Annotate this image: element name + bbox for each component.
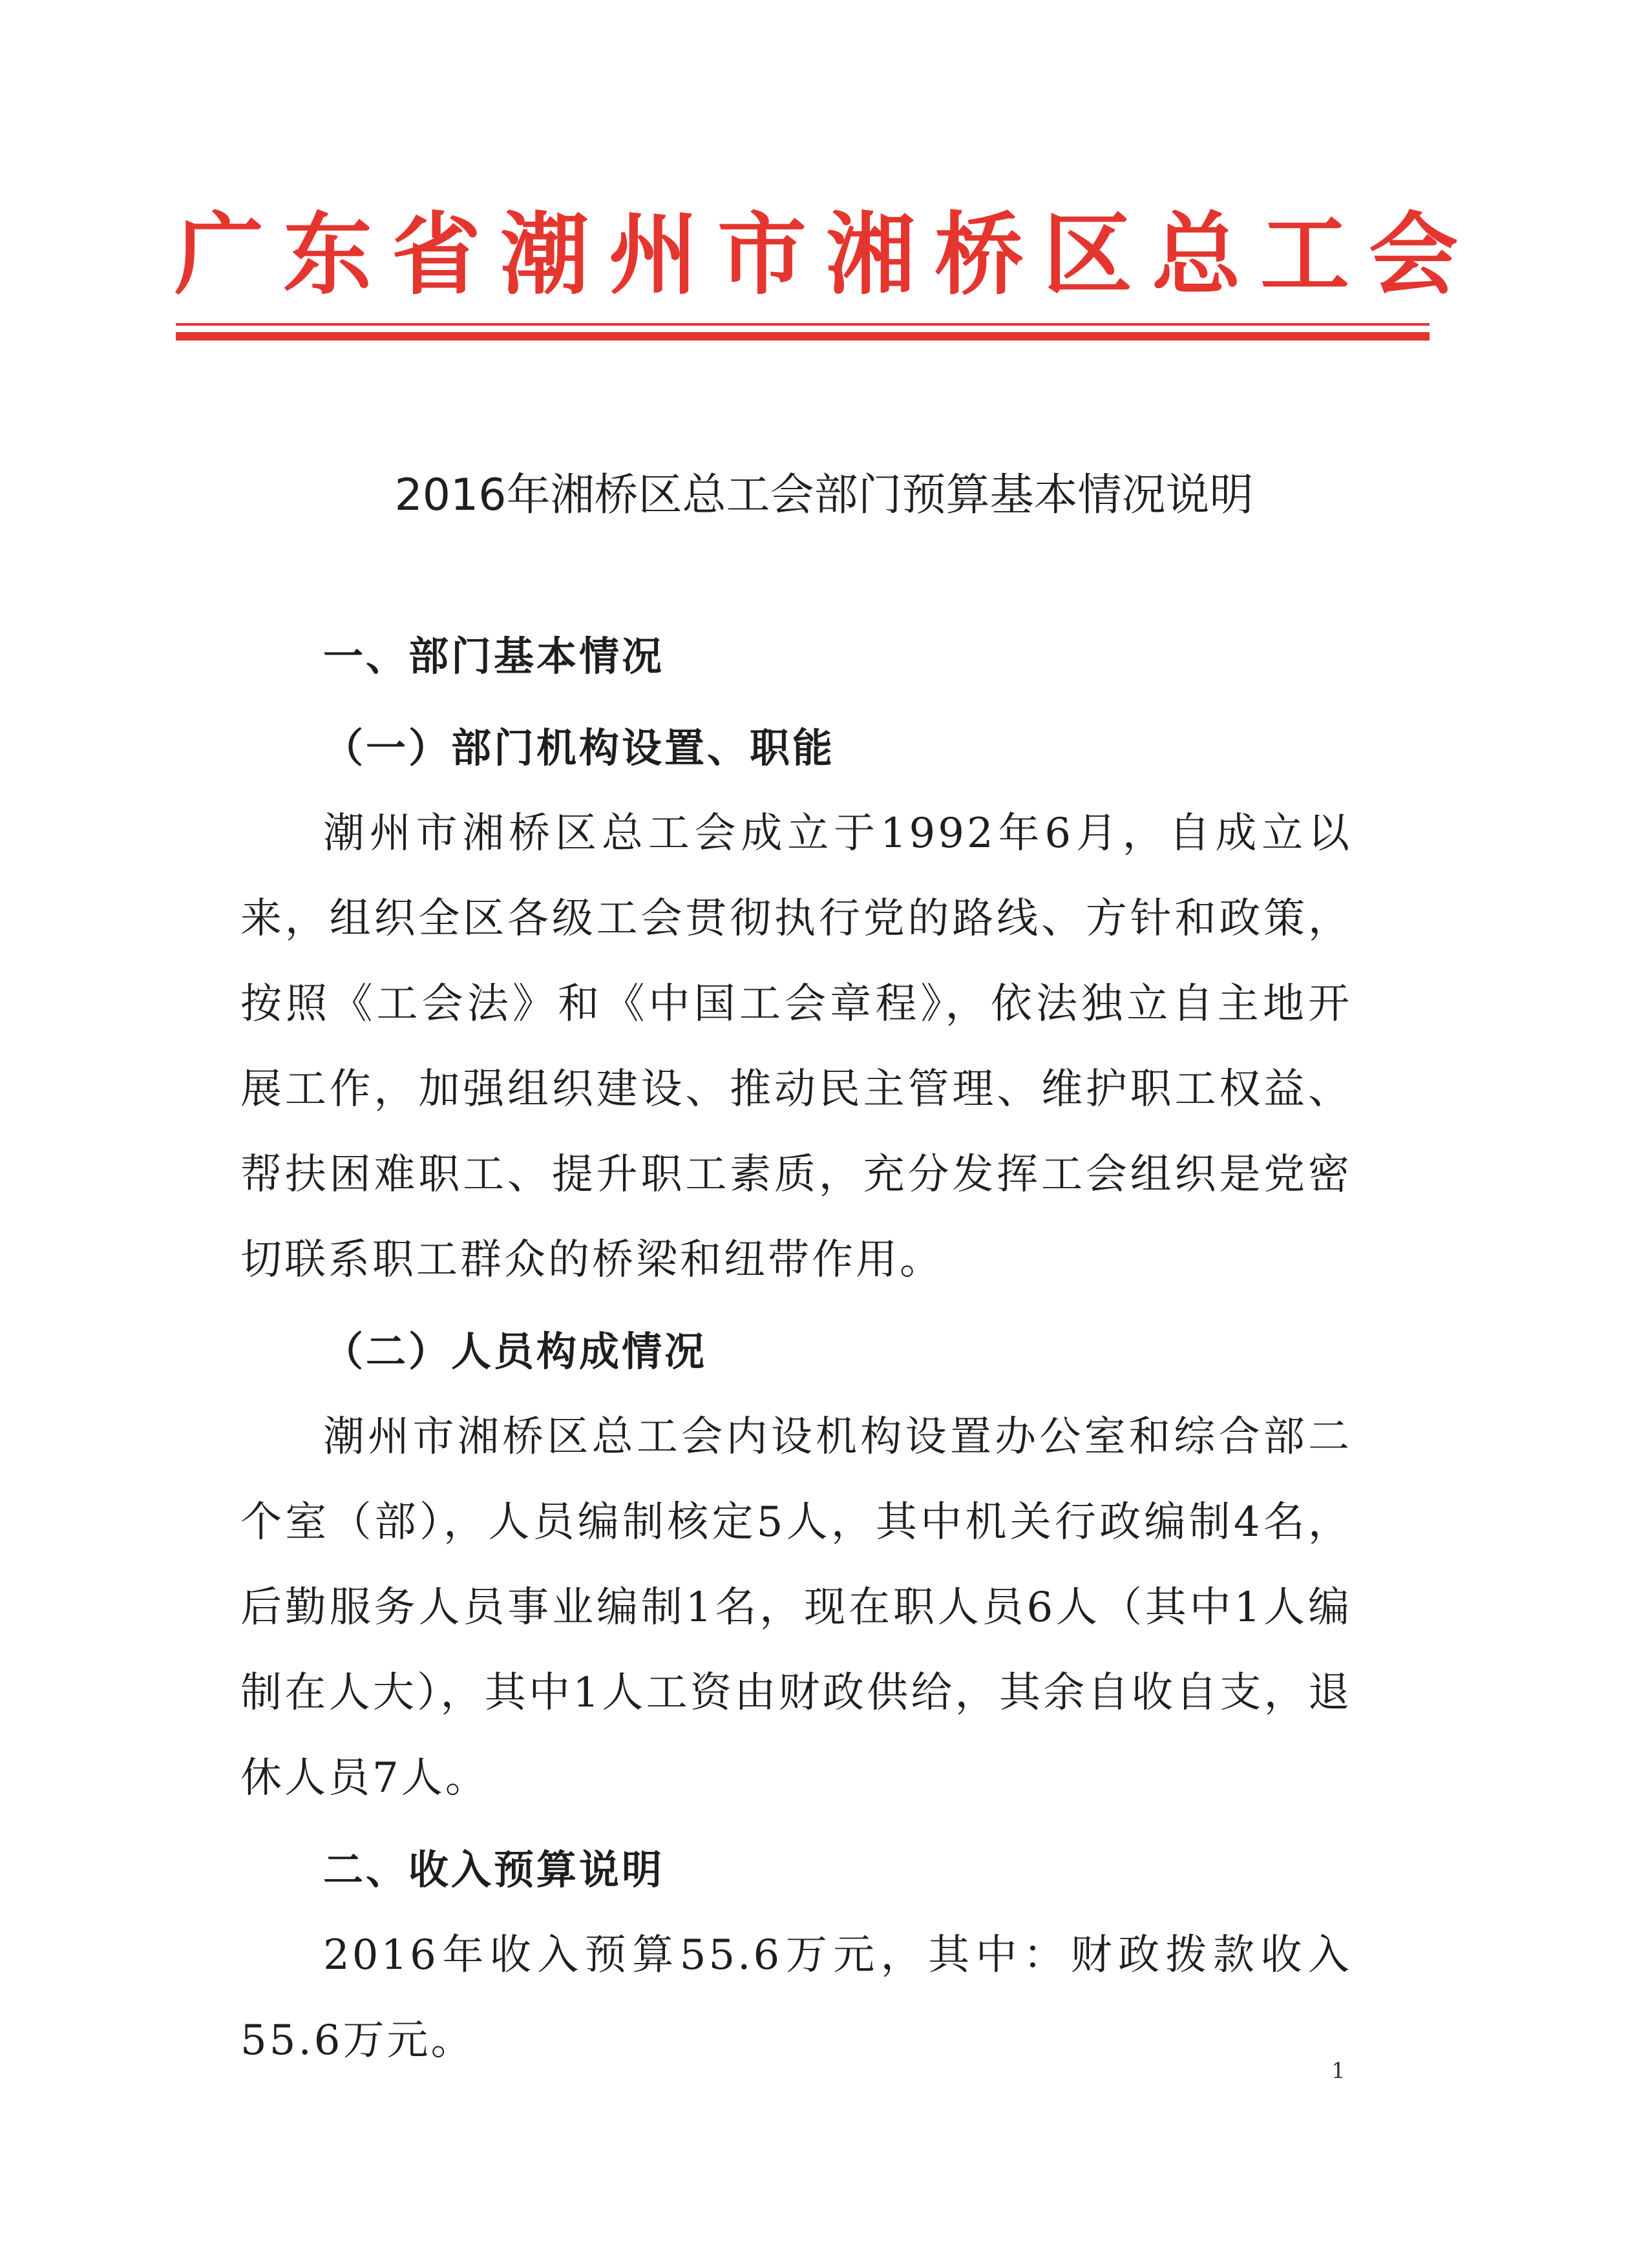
subsection-heading-1-2: （二）人员构成情况 xyxy=(323,1328,708,1375)
page-number: 1 xyxy=(1331,2058,1346,2084)
section-heading-1: 一、部门基本情况 xyxy=(323,633,665,680)
letterhead-rule-thin xyxy=(176,323,1430,326)
letterhead-rule-thick xyxy=(176,332,1430,341)
paragraph-org-functions: 潮州市湘桥区总工会成立于1992年6月，自成立以来，组织全区各级工会贯彻执行党的路线、方针和政策，按照《工会法》和《中国工会章程》，依法独立自主地开展工作，加强组织建设、推动民主管理、维护职工权益、帮扶困难职工、提升职工素质，充分发挥工会组织是党密切联系职工群众的桥梁和纽带作用。 xyxy=(240,810,1352,1284)
document-body xyxy=(240,614,1352,2083)
paragraph-staff-composition: 潮州市湘桥区总工会内设机构设置办公室和综合部二个室（部），人员编制核定5人，其中机关行政编制4名，后勤服务人员事业编制1名，现在职人员6人（其中1人编制在人大），其中1人工资由财政供给，其余自收自支，退休人员7人。 xyxy=(240,1413,1352,1802)
letterhead-org-name: 广东省潮州市湘桥区总工会 xyxy=(174,203,1478,307)
subsection-heading-1-1: （一）部门机构设置、职能 xyxy=(323,724,836,772)
document-title: 2016年湘桥区总工会部门预算基本情况说明 xyxy=(394,470,1254,521)
paragraph-income-budget: 2016年收入预算55.6万元，其中：财政拨款收入55.6万元。 xyxy=(240,1931,1352,2064)
section-heading-2: 二、收入预算说明 xyxy=(323,1846,665,1893)
